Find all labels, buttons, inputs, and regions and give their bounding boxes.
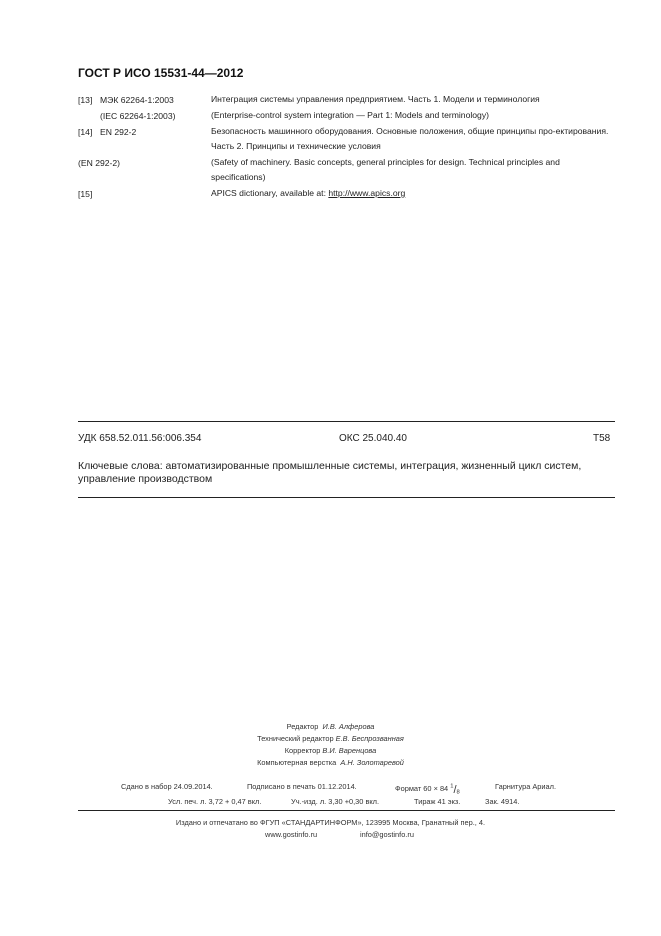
ref-number: [13] [78,95,93,105]
ref-description: APICS dictionary, available at: [211,188,329,198]
imprint-typeface: Гарнитура Ариал. [495,782,557,791]
ref-code: (EN 292-2) [78,158,121,168]
udk-code: УДК 658.52.011.56:006.354 [78,433,202,444]
document-title: ГОСТ Р ИСО 15531-44—2012 [78,66,244,80]
imprint-circulation: Тираж 41 экз. [414,797,461,806]
ref-code: МЭК 62264-1:2003 [100,95,174,105]
imprint-corrector: Корректор В.И. Варенцова [284,746,377,755]
ref-number: [15] [78,189,93,199]
ref-number: [14] [78,127,93,137]
imprint-submitted: Сдано в набор 24.09.2014. [121,782,213,791]
imprint-tech-editor: Технический редактор Е.В. Беспрозванная [257,734,404,743]
imprint-format: Формат 60 × 84 $^1/_8$ [395,783,460,796]
imprint-print-sheets: Усл. печ. л. 3,72 + 0,47 вкл. [168,797,262,806]
ref-description: Интеграция системы управления предприятием. Часть 1. Модели и терминология [211,94,540,104]
imprint-pub-sheets: Уч.-изд. л. 3,30 +0,30 вкл. [291,797,380,806]
divider-top [78,421,615,422]
imprint-order: Зак. 4914. [485,797,520,806]
ref-code: EN 292-2 [100,127,137,137]
imprint-signed: Подписано в печать 01.12.2014. [247,782,357,791]
divider-imprint [78,810,615,811]
imprint-publisher: Издано и отпечатано во ФГУП «СТАНДАРТИНФОРМ», 123995 Москва, Гранатный пер., 4. [175,818,486,827]
imprint-layout: Компьютерная верстка А.Н. Золотаревой [257,758,404,767]
oks-code: ОКС 25.040.40 [339,433,407,444]
imprint-email[interactable]: info@gostinfo.ru [360,830,414,839]
format-fraction: $^1/_8$ [450,783,460,796]
ref-description-apics [211,186,616,201]
ref-description: (Safety of machinery. Basic concepts, general principles for design. Technical principles and specifications) [211,157,560,182]
apics-link[interactable]: http://www.apics.org [328,188,406,198]
keywords: Ключевые слова: автоматизированные промышленные системы, интеграция, жизненный цикл систем, управление производством [78,460,582,485]
ref-description: (Enterprise-control system integration — Part 1: Models and terminology) [211,110,489,120]
imprint-website[interactable]: www.gostinfo.ru [265,830,318,839]
ref-code: (IEC 62264-1:2003) [100,111,176,121]
imprint-editor: Редактор И.В. Алферова [286,722,375,731]
divider-bottom [78,497,615,498]
ref-description: Безопасность машинного оборудования. Основные положения, общие принципы про-ектирования. Часть 2. Принципы и технические условия [211,126,609,151]
group-code: Т58 [593,433,611,444]
